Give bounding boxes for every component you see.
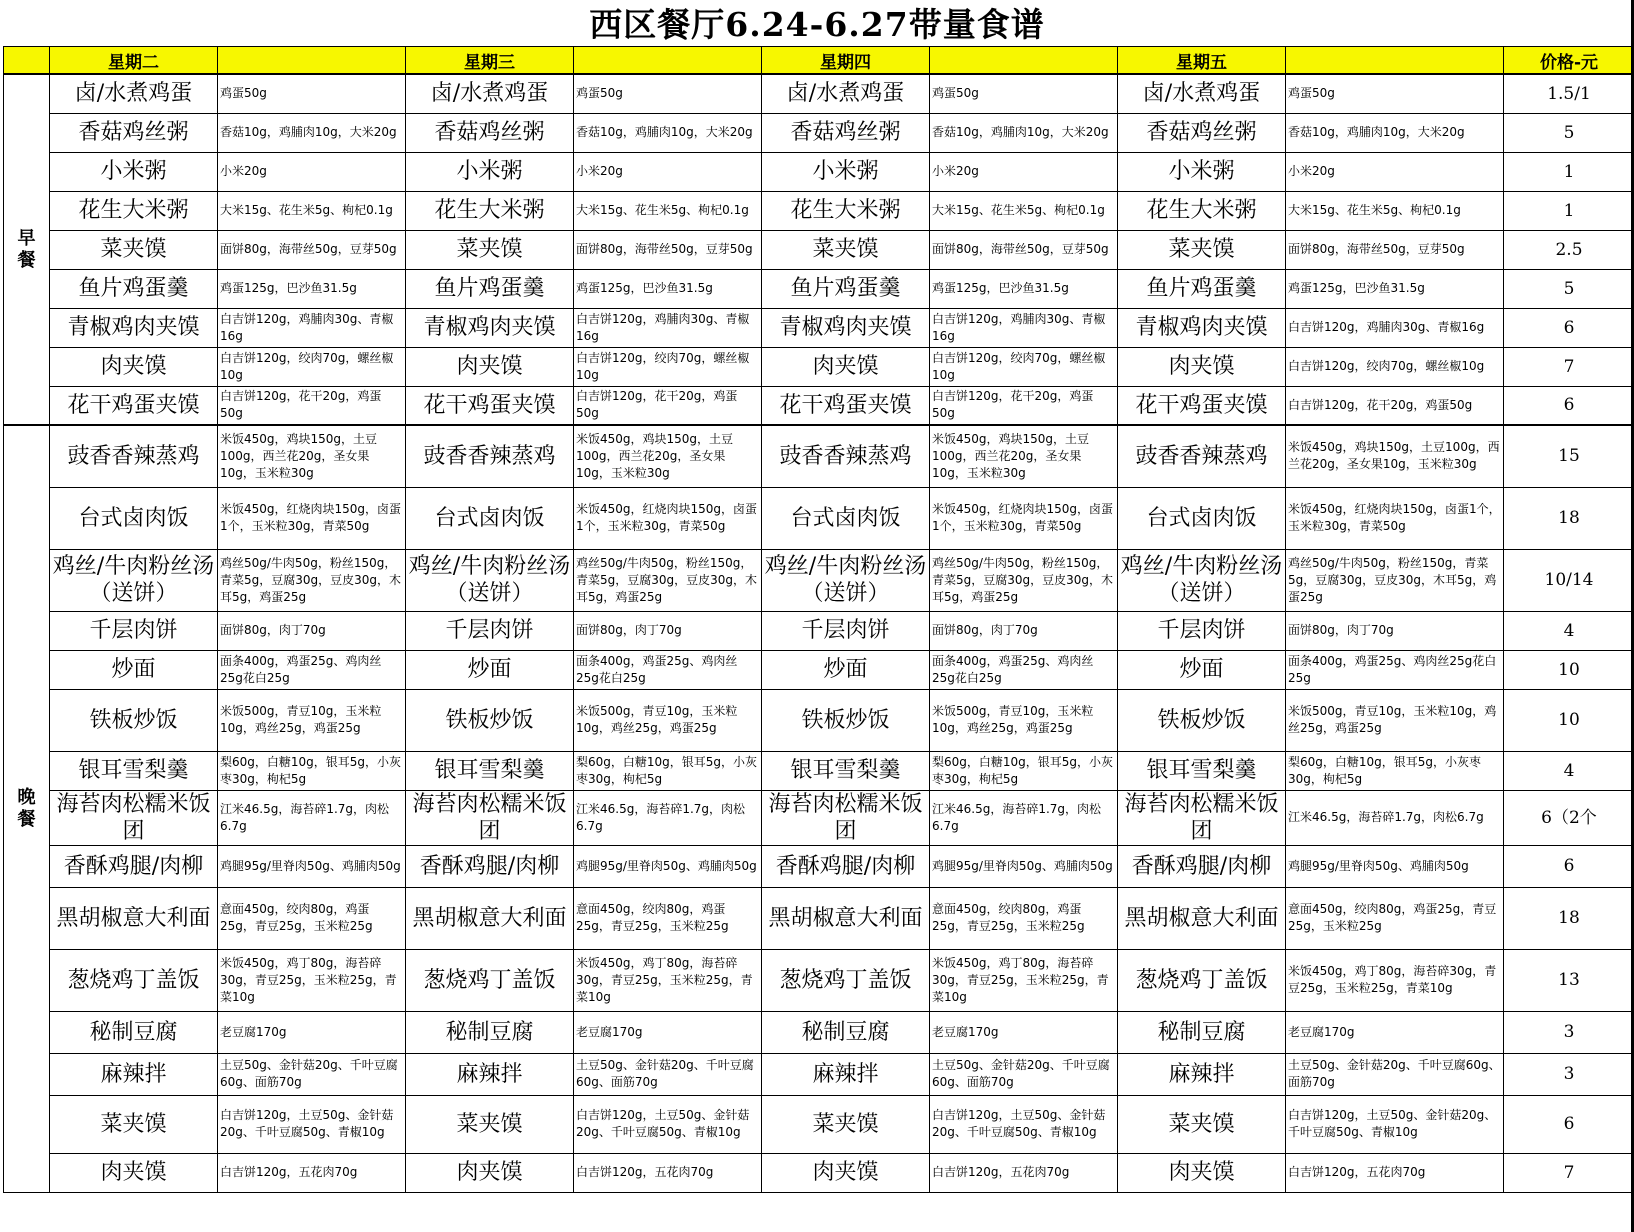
ingredients: 鸡蛋50g [1286, 74, 1504, 113]
dish-name: 香酥鸡腿/肉柳 [50, 845, 218, 887]
dish-name: 黑胡椒意大利面 [762, 887, 930, 949]
dish-name: 鱼片鸡蛋羹 [762, 269, 930, 308]
ingredients: 白吉饼120g，绞肉70g，螺丝椒10g [218, 347, 406, 386]
ingredients: 米饭450g，鸡丁80g，海苔碎30g，青豆25g，玉米粒25g，青菜10g [1286, 949, 1504, 1011]
menu-row [4, 549, 1634, 611]
dish-name: 葱烧鸡丁盖饭 [762, 949, 930, 1011]
price: 10 [1504, 650, 1634, 689]
ingredients: 大米15g、花生米5g、枸杞0.1g [574, 191, 762, 230]
menu-row [4, 689, 1634, 751]
dish-name: 秘制豆腐 [50, 1011, 218, 1053]
header-day-wed: 星期三 [406, 47, 574, 75]
ingredients: 米饭450g，红烧肉块150g，卤蛋1个，玉米粒30g，青菜50g [930, 487, 1118, 549]
dish-name: 花生大米粥 [762, 191, 930, 230]
price: 2.5 [1504, 230, 1634, 269]
dish-name: 菜夹馍 [406, 1095, 574, 1153]
dish-name: 肉夹馍 [1118, 347, 1286, 386]
ingredients: 面饼80g，海带丝50g，豆芽50g [218, 230, 406, 269]
dish-name: 青椒鸡肉夹馍 [1118, 308, 1286, 347]
ingredients: 面饼80g，肉丁70g [218, 611, 406, 650]
dish-name: 葱烧鸡丁盖饭 [50, 949, 218, 1011]
ingredients: 面条400g，鸡蛋25g、鸡肉丝25g花白25g [930, 650, 1118, 689]
price: 13 [1504, 949, 1634, 1011]
ingredients: 白吉饼120g，花干20g，鸡蛋50g [930, 386, 1118, 425]
dish-name: 菜夹馍 [1118, 1095, 1286, 1153]
menu-row [4, 308, 1634, 347]
dish-name: 花生大米粥 [406, 191, 574, 230]
ingredients: 江米46.5g，海苔碎1.7g，肉松6.7g [1286, 790, 1504, 845]
ingredients: 面饼80g，海带丝50g，豆芽50g [1286, 230, 1504, 269]
ingredients: 小米20g [930, 152, 1118, 191]
menu-row [4, 425, 1634, 487]
menu-row [4, 191, 1634, 230]
ingredients: 老豆腐170g [1286, 1011, 1504, 1053]
header-blank-fri [1286, 47, 1504, 75]
ingredients: 面饼80g，海带丝50g，豆芽50g [930, 230, 1118, 269]
price: 6 [1504, 845, 1634, 887]
ingredients: 鸡丝50g/牛肉50g，粉丝150g，青菜5g，豆腐30g，豆皮30g，木耳5g，鸡蛋25g [930, 549, 1118, 611]
ingredients: 土豆50g、金针菇20g、千叶豆腐60g、面筋70g [218, 1053, 406, 1095]
ingredients: 面条400g，鸡蛋25g、鸡肉丝25g花白25g [1286, 650, 1504, 689]
dish-name: 银耳雪梨羹 [762, 751, 930, 790]
header-blank-thu [930, 47, 1118, 75]
ingredients: 小米20g [218, 152, 406, 191]
ingredients: 白吉饼120g，鸡脯肉30g、青椒16g [1286, 308, 1504, 347]
ingredients: 米饭450g，鸡块150g，土豆100g，西兰花20g，圣女果10g，玉米粒30g [574, 425, 762, 487]
dish-name: 银耳雪梨羹 [406, 751, 574, 790]
dish-name: 小米粥 [1118, 152, 1286, 191]
ingredients: 米饭450g，鸡块150g，土豆100g，西兰花20g，圣女果10g，玉米粒30g [930, 425, 1118, 487]
dish-name: 小米粥 [50, 152, 218, 191]
dish-name: 青椒鸡肉夹馍 [406, 308, 574, 347]
dish-name: 秘制豆腐 [406, 1011, 574, 1053]
menu-table [3, 46, 1634, 1193]
price: 7 [1504, 347, 1634, 386]
menu-row [4, 611, 1634, 650]
ingredients: 米饭500g，青豆10g，玉米粒10g，鸡丝25g，鸡蛋25g [574, 689, 762, 751]
dish-name: 葱烧鸡丁盖饭 [406, 949, 574, 1011]
price: 6 [1504, 308, 1634, 347]
dish-name: 菜夹馍 [50, 230, 218, 269]
dish-name: 豉香香辣蒸鸡 [762, 425, 930, 487]
dish-name: 菜夹馍 [50, 1095, 218, 1153]
dish-name: 青椒鸡肉夹馍 [762, 308, 930, 347]
dish-name: 台式卤肉饭 [50, 487, 218, 549]
ingredients: 米饭450g，红烧肉块150g，卤蛋1个，玉米粒30g，青菜50g [1286, 487, 1504, 549]
ingredients: 江米46.5g，海苔碎1.7g，肉松6.7g [930, 790, 1118, 845]
dish-name: 香酥鸡腿/肉柳 [762, 845, 930, 887]
dish-name: 香酥鸡腿/肉柳 [406, 845, 574, 887]
price: 18 [1504, 887, 1634, 949]
header-blank-wed [574, 47, 762, 75]
dish-name: 海苔肉松糯米饭团 [406, 790, 574, 845]
dish-name: 香菇鸡丝粥 [1118, 113, 1286, 152]
ingredients: 梨60g，白糖10g，银耳5g，小灰枣30g，枸杞5g [1286, 751, 1504, 790]
ingredients: 小米20g [574, 152, 762, 191]
dish-name: 鸡丝/牛肉粉丝汤（送饼） [50, 549, 218, 611]
header-blank-tue [218, 47, 406, 75]
dish-name: 千层肉饼 [1118, 611, 1286, 650]
dish-name: 花生大米粥 [50, 191, 218, 230]
ingredients: 鸡腿95g/里脊肉50g、鸡脯肉50g [218, 845, 406, 887]
ingredients: 面饼80g，肉丁70g [930, 611, 1118, 650]
price: 5 [1504, 113, 1634, 152]
menu-row [4, 487, 1634, 549]
ingredients: 白吉饼120g，土豆50g、金针菇20g、千叶豆腐50g、青椒10g [218, 1095, 406, 1153]
price: 6 [1504, 1095, 1634, 1153]
ingredients: 香菇10g，鸡脯肉10g，大米20g [218, 113, 406, 152]
dish-name: 千层肉饼 [406, 611, 574, 650]
dish-name: 卤/水煮鸡蛋 [406, 74, 574, 113]
dish-name: 菜夹馍 [762, 1095, 930, 1153]
dish-name: 台式卤肉饭 [1118, 487, 1286, 549]
ingredients: 土豆50g、金针菇20g、千叶豆腐60g、面筋70g [1286, 1053, 1504, 1095]
ingredients: 面饼80g，肉丁70g [574, 611, 762, 650]
dinner-meal-label [4, 425, 50, 1192]
ingredients: 白吉饼120g，花干20g，鸡蛋50g [574, 386, 762, 425]
ingredients: 米饭450g，鸡丁80g，海苔碎30g，青豆25g，玉米粒25g，青菜10g [574, 949, 762, 1011]
dish-name: 铁板炒饭 [1118, 689, 1286, 751]
ingredients: 小米20g [1286, 152, 1504, 191]
dish-name: 银耳雪梨羹 [1118, 751, 1286, 790]
ingredients: 意面450g，绞肉80g，鸡蛋25g，青豆25g，玉米粒25g [1286, 887, 1504, 949]
price: 6 [1504, 386, 1634, 425]
menu-row [4, 790, 1634, 845]
dish-name: 鸡丝/牛肉粉丝汤（送饼） [406, 549, 574, 611]
dish-name: 鱼片鸡蛋羹 [50, 269, 218, 308]
dish-name: 秘制豆腐 [1118, 1011, 1286, 1053]
menu-row [4, 386, 1634, 425]
menu-row [4, 949, 1634, 1011]
dish-name: 黑胡椒意大利面 [50, 887, 218, 949]
dish-name: 菜夹馍 [762, 230, 930, 269]
meal-char: 晚 [17, 786, 36, 808]
ingredients: 鸡蛋125g，巴沙鱼31.5g [574, 269, 762, 308]
menu-row [4, 1095, 1634, 1153]
price: 18 [1504, 487, 1634, 549]
dish-name: 菜夹馍 [1118, 230, 1286, 269]
dish-name: 台式卤肉饭 [762, 487, 930, 549]
dish-name: 肉夹馍 [1118, 1153, 1286, 1192]
ingredients: 白吉饼120g，五花肉70g [930, 1153, 1118, 1192]
ingredients: 白吉饼120g，五花肉70g [218, 1153, 406, 1192]
dish-name: 花干鸡蛋夹馍 [406, 386, 574, 425]
dish-name: 铁板炒饭 [762, 689, 930, 751]
ingredients: 老豆腐170g [574, 1011, 762, 1053]
ingredients: 大米15g、花生米5g、枸杞0.1g [930, 191, 1118, 230]
price: 4 [1504, 751, 1634, 790]
meal-char: 餐 [17, 249, 36, 271]
menu-row [4, 1053, 1634, 1095]
ingredients: 鸡腿95g/里脊肉50g、鸡脯肉50g [1286, 845, 1504, 887]
dish-name: 麻辣拌 [1118, 1053, 1286, 1095]
menu-row [4, 230, 1634, 269]
menu-row [4, 887, 1634, 949]
ingredients: 土豆50g、金针菇20g、千叶豆腐60g、面筋70g [574, 1053, 762, 1095]
ingredients: 米饭450g，红烧肉块150g，卤蛋1个，玉米粒30g，青菜50g [574, 487, 762, 549]
dish-name: 小米粥 [406, 152, 574, 191]
ingredients: 鸡丝50g/牛肉50g，粉丝150g，青菜5g，豆腐30g，豆皮30g，木耳5g，鸡蛋25g [574, 549, 762, 611]
ingredients: 香菇10g，鸡脯肉10g，大米20g [930, 113, 1118, 152]
dish-name: 千层肉饼 [762, 611, 930, 650]
ingredients: 米饭500g，青豆10g，玉米粒10g，鸡丝25g，鸡蛋25g [930, 689, 1118, 751]
menu-row [4, 269, 1634, 308]
price: 1 [1504, 152, 1634, 191]
ingredients: 鸡丝50g/牛肉50g，粉丝150g，青菜5g，豆腐30g，豆皮30g，木耳5g，鸡蛋25g [1286, 549, 1504, 611]
ingredients: 意面450g，绞肉80g，鸡蛋25g，青豆25g，玉米粒25g [574, 887, 762, 949]
dish-name: 鸡丝/牛肉粉丝汤（送饼） [762, 549, 930, 611]
ingredients: 米饭450g，鸡块150g，土豆100g，西兰花20g，圣女果10g，玉米粒30g [1286, 425, 1504, 487]
ingredients: 白吉饼120g，五花肉70g [574, 1153, 762, 1192]
ingredients: 白吉饼120g，鸡脯肉30g、青椒16g [930, 308, 1118, 347]
price: 1.5/1 [1504, 74, 1634, 113]
dish-name: 肉夹馍 [762, 347, 930, 386]
dish-name: 葱烧鸡丁盖饭 [1118, 949, 1286, 1011]
ingredients: 鸡蛋50g [930, 74, 1118, 113]
ingredients: 江米46.5g，海苔碎1.7g，肉松6.7g [218, 790, 406, 845]
dish-name: 肉夹馍 [406, 347, 574, 386]
dish-name: 香菇鸡丝粥 [50, 113, 218, 152]
ingredients: 梨60g，白糖10g，银耳5g，小灰枣30g，枸杞5g [574, 751, 762, 790]
ingredients: 面饼80g，肉丁70g [1286, 611, 1504, 650]
ingredients: 米饭450g，红烧肉块150g，卤蛋1个，玉米粒30g，青菜50g [218, 487, 406, 549]
ingredients: 白吉饼120g，土豆50g、金针菇20g、千叶豆腐50g、青椒10g [1286, 1095, 1504, 1153]
dish-name: 卤/水煮鸡蛋 [50, 74, 218, 113]
ingredients: 面条400g，鸡蛋25g、鸡肉丝25g花白25g [574, 650, 762, 689]
dish-name: 卤/水煮鸡蛋 [762, 74, 930, 113]
menu-row [4, 845, 1634, 887]
price: 3 [1504, 1053, 1634, 1095]
ingredients: 梨60g，白糖10g，银耳5g，小灰枣30g，枸杞5g [930, 751, 1118, 790]
dish-name: 菜夹馍 [406, 230, 574, 269]
ingredients: 鸡腿95g/里脊肉50g、鸡脯肉50g [574, 845, 762, 887]
menu-row [4, 1011, 1634, 1053]
dish-name: 千层肉饼 [50, 611, 218, 650]
ingredients: 白吉饼120g，土豆50g、金针菇20g、千叶豆腐50g、青椒10g [574, 1095, 762, 1153]
price: 7 [1504, 1153, 1634, 1192]
header-row [4, 47, 1634, 75]
dish-name: 海苔肉松糯米饭团 [762, 790, 930, 845]
price: 6（2个 [1504, 790, 1634, 845]
dish-name: 铁板炒饭 [406, 689, 574, 751]
ingredients: 白吉饼120g，鸡脯肉30g、青椒16g [218, 308, 406, 347]
ingredients: 鸡蛋50g [574, 74, 762, 113]
dish-name: 鱼片鸡蛋羹 [1118, 269, 1286, 308]
dish-name: 豉香香辣蒸鸡 [406, 425, 574, 487]
dish-name: 海苔肉松糯米饭团 [1118, 790, 1286, 845]
dish-name: 花干鸡蛋夹馍 [1118, 386, 1286, 425]
dish-name: 豉香香辣蒸鸡 [1118, 425, 1286, 487]
header-price: 价格-元 [1504, 47, 1634, 75]
price: 10 [1504, 689, 1634, 751]
dish-name: 黑胡椒意大利面 [406, 887, 574, 949]
dish-name: 花干鸡蛋夹馍 [762, 386, 930, 425]
menu-row [4, 347, 1634, 386]
dish-name: 香菇鸡丝粥 [406, 113, 574, 152]
dish-name: 肉夹馍 [50, 1153, 218, 1192]
dish-name: 肉夹馍 [406, 1153, 574, 1192]
dish-name: 鸡丝/牛肉粉丝汤（送饼） [1118, 549, 1286, 611]
meal-char: 餐 [17, 808, 36, 830]
menu-row [4, 113, 1634, 152]
dish-name: 台式卤肉饭 [406, 487, 574, 549]
dish-name: 麻辣拌 [50, 1053, 218, 1095]
ingredients: 鸡蛋125g，巴沙鱼31.5g [1286, 269, 1504, 308]
dish-name: 炒面 [1118, 650, 1286, 689]
dish-name: 黑胡椒意大利面 [1118, 887, 1286, 949]
ingredients: 鸡蛋50g [218, 74, 406, 113]
dish-name: 肉夹馍 [50, 347, 218, 386]
ingredients: 梨60g，白糖10g，银耳5g，小灰枣30g，枸杞5g [218, 751, 406, 790]
ingredients: 香菇10g，鸡脯肉10g，大米20g [1286, 113, 1504, 152]
ingredients: 老豆腐170g [218, 1011, 406, 1053]
dish-name: 花干鸡蛋夹馍 [50, 386, 218, 425]
ingredients: 意面450g，绞肉80g，鸡蛋25g，青豆25g，玉米粒25g [218, 887, 406, 949]
dish-name: 炒面 [50, 650, 218, 689]
header-day-fri: 星期五 [1118, 47, 1286, 75]
ingredients: 鸡丝50g/牛肉50g，粉丝150g，青菜5g，豆腐30g，豆皮30g，木耳5g，鸡蛋25g [218, 549, 406, 611]
ingredients: 意面450g，绞肉80g，鸡蛋25g，青豆25g，玉米粒25g [930, 887, 1118, 949]
ingredients: 面条400g，鸡蛋25g、鸡肉丝25g花白25g [218, 650, 406, 689]
dish-name: 小米粥 [762, 152, 930, 191]
breakfast-meal-label [4, 74, 50, 425]
dish-name: 豉香香辣蒸鸡 [50, 425, 218, 487]
ingredients: 白吉饼120g，绞肉70g，螺丝椒10g [574, 347, 762, 386]
header-blank [4, 47, 50, 75]
dish-name: 秘制豆腐 [762, 1011, 930, 1053]
dish-name: 炒面 [762, 650, 930, 689]
dish-name: 炒面 [406, 650, 574, 689]
dish-name: 香菇鸡丝粥 [762, 113, 930, 152]
ingredients: 白吉饼120g，花干20g，鸡蛋50g [1286, 386, 1504, 425]
menu-row [4, 74, 1634, 113]
ingredients: 米饭450g，鸡丁80g，海苔碎30g，青豆25g，玉米粒25g，青菜10g [218, 949, 406, 1011]
dish-name: 麻辣拌 [762, 1053, 930, 1095]
dish-name: 肉夹馍 [762, 1153, 930, 1192]
ingredients: 面饼80g，海带丝50g，豆芽50g [574, 230, 762, 269]
ingredients: 米饭500g，青豆10g，玉米粒10g，鸡丝25g，鸡蛋25g [218, 689, 406, 751]
dish-name: 麻辣拌 [406, 1053, 574, 1095]
ingredients: 土豆50g、金针菇20g、千叶豆腐60g、面筋70g [930, 1053, 1118, 1095]
dish-name: 鱼片鸡蛋羹 [406, 269, 574, 308]
ingredients: 大米15g、花生米5g、枸杞0.1g [1286, 191, 1504, 230]
ingredients: 大米15g、花生米5g、枸杞0.1g [218, 191, 406, 230]
price: 4 [1504, 611, 1634, 650]
price: 10/14 [1504, 549, 1634, 611]
ingredients: 白吉饼120g，土豆50g、金针菇20g、千叶豆腐50g、青椒10g [930, 1095, 1118, 1153]
dish-name: 卤/水煮鸡蛋 [1118, 74, 1286, 113]
price: 1 [1504, 191, 1634, 230]
ingredients: 米饭500g，青豆10g，玉米粒10g，鸡丝25g，鸡蛋25g [1286, 689, 1504, 751]
dish-name: 铁板炒饭 [50, 689, 218, 751]
dish-name: 花生大米粥 [1118, 191, 1286, 230]
ingredients: 白吉饼120g，花干20g，鸡蛋50g [218, 386, 406, 425]
menu-row [4, 650, 1634, 689]
ingredients: 鸡腿95g/里脊肉50g、鸡脯肉50g [930, 845, 1118, 887]
price: 5 [1504, 269, 1634, 308]
ingredients: 香菇10g，鸡脯肉10g，大米20g [574, 113, 762, 152]
ingredients: 白吉饼120g，绞肉70g，螺丝椒10g [1286, 347, 1504, 386]
page-title: 西区餐厅6.24-6.27带量食谱 [589, 5, 1045, 44]
dish-name: 青椒鸡肉夹馍 [50, 308, 218, 347]
dish-name: 银耳雪梨羹 [50, 751, 218, 790]
ingredients: 米饭450g，鸡块150g，土豆100g，西兰花20g，圣女果10g，玉米粒30g [218, 425, 406, 487]
ingredients: 米饭450g，鸡丁80g，海苔碎30g，青豆25g，玉米粒25g，青菜10g [930, 949, 1118, 1011]
ingredients: 白吉饼120g，鸡脯肉30g、青椒16g [574, 308, 762, 347]
dish-name: 香酥鸡腿/肉柳 [1118, 845, 1286, 887]
dish-name: 海苔肉松糯米饭团 [50, 790, 218, 845]
ingredients: 白吉饼120g，绞肉70g，螺丝椒10g [930, 347, 1118, 386]
ingredients: 老豆腐170g [930, 1011, 1118, 1053]
ingredients: 鸡蛋125g，巴沙鱼31.5g [218, 269, 406, 308]
menu-row [4, 1153, 1634, 1192]
ingredients: 江米46.5g，海苔碎1.7g，肉松6.7g [574, 790, 762, 845]
ingredients: 鸡蛋125g，巴沙鱼31.5g [930, 269, 1118, 308]
header-day-thu: 星期四 [762, 47, 930, 75]
menu-row [4, 152, 1634, 191]
ingredients: 白吉饼120g，五花肉70g [1286, 1153, 1504, 1192]
price: 3 [1504, 1011, 1634, 1053]
meal-char: 早 [17, 227, 36, 249]
header-day-tue: 星期二 [50, 47, 218, 75]
menu-row [4, 751, 1634, 790]
price: 15 [1504, 425, 1634, 487]
